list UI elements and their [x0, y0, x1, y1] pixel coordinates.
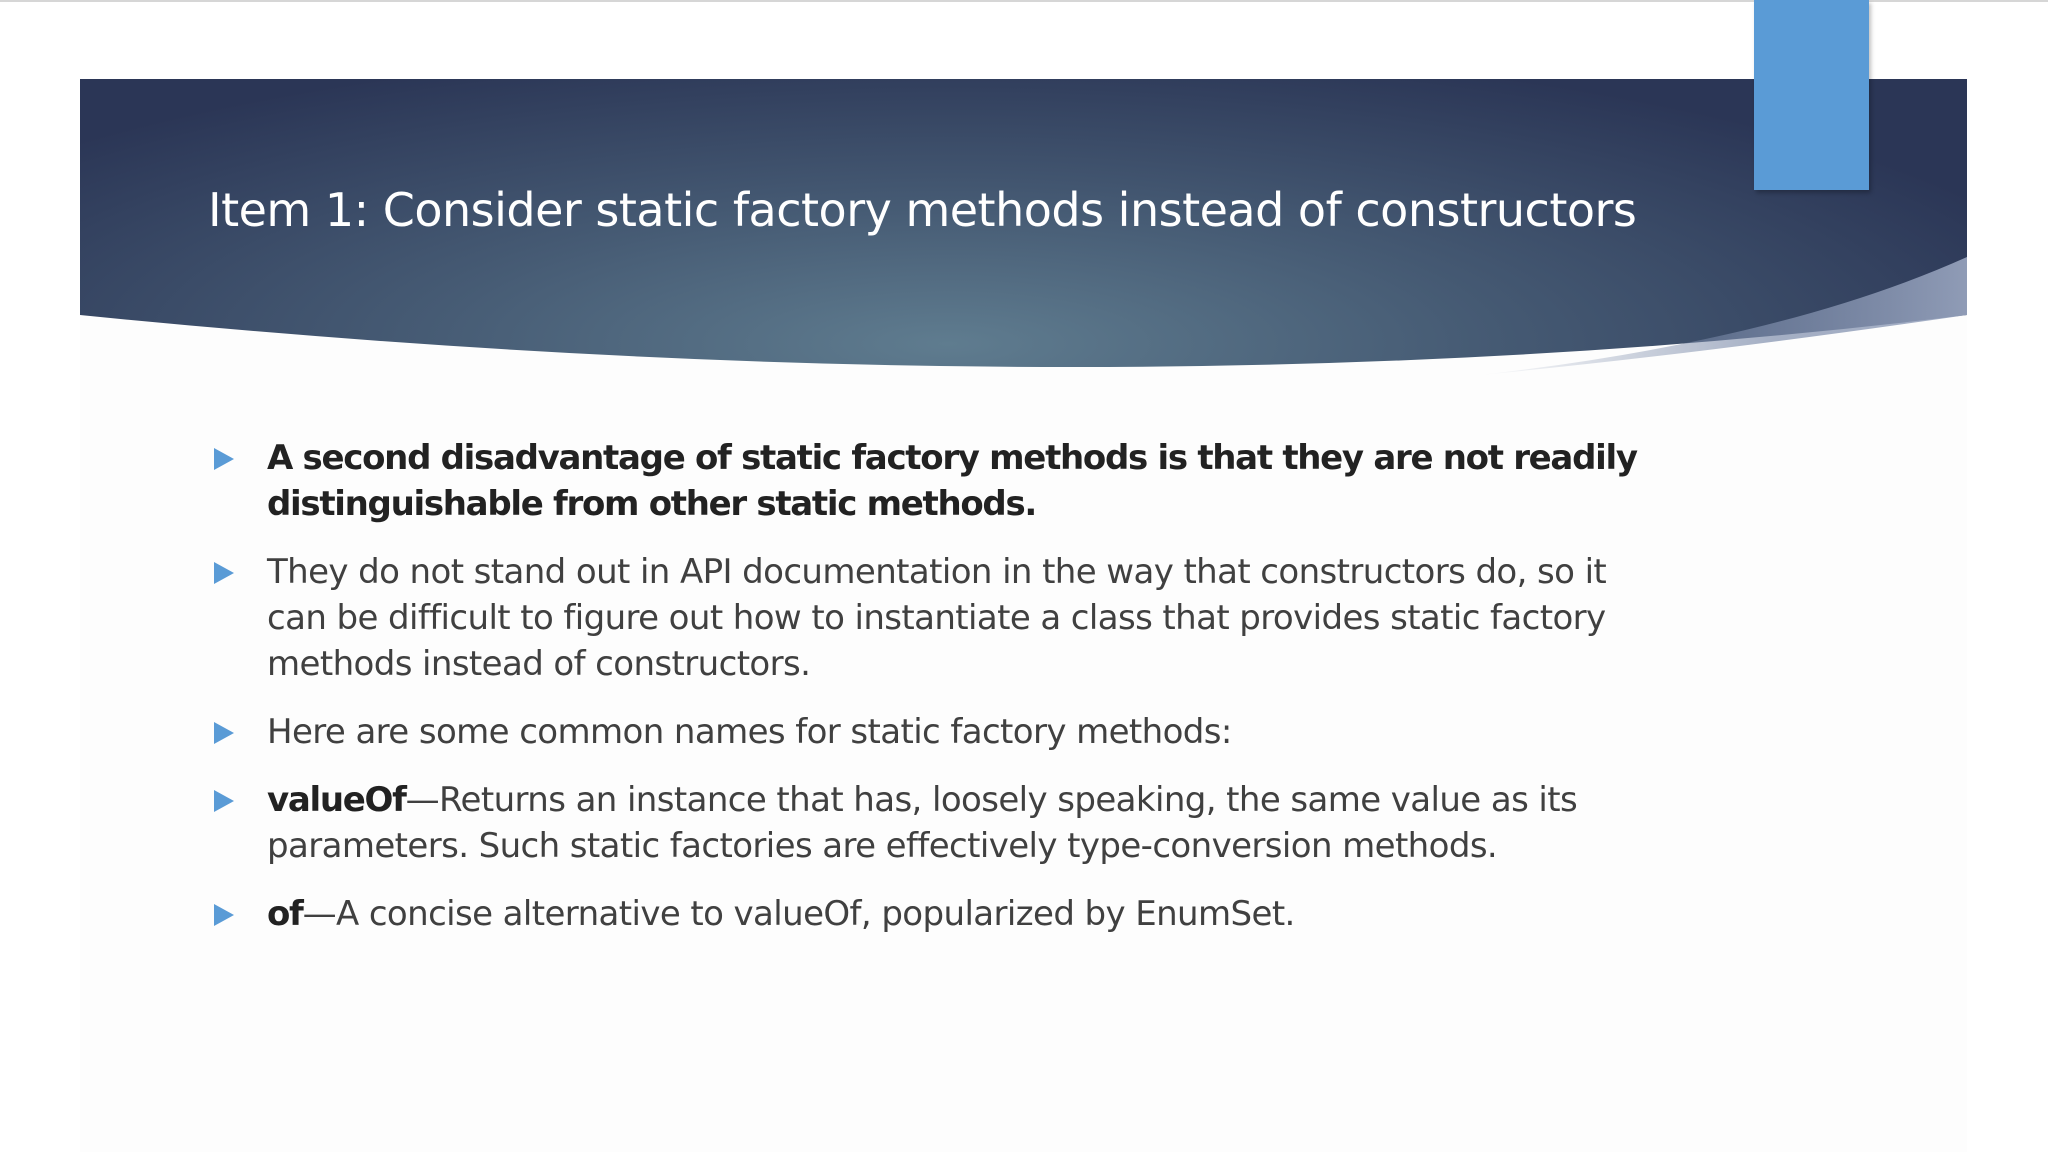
bullet-text: Here are some common names for static factory methods: — [267, 712, 1232, 752]
bullet-text: —A concise alternative to valueOf, popularized by EnumSet. — [302, 894, 1295, 934]
bullet-text: A second disadvantage of static factory methods is that they are not readily distinguishable from other static methods. — [267, 438, 1637, 524]
bullet-list — [208, 435, 1668, 959]
bullet-lead-term: of — [267, 894, 303, 934]
bullet-item — [208, 709, 1668, 755]
triangle-right-icon — [214, 448, 234, 470]
bullet-text: They do not stand out in API documentation in the way that constructors do, so it can be difficult to figure out how to instantiate a class that provides static factory methods instead of constructors. — [267, 552, 1607, 684]
bullet-item — [208, 549, 1668, 687]
bullet-text: —Returns an instance that has, loosely speaking, the same value as its parameters. Such static factories are effectively type-conversion methods. — [267, 780, 1578, 866]
bullet-lead-term: valueOf — [267, 780, 406, 820]
slide-title: Item 1: Consider static factory methods instead of constructors — [208, 183, 1637, 237]
triangle-right-icon — [214, 722, 234, 744]
bullet-item — [208, 435, 1668, 527]
bullet-item — [208, 891, 1668, 937]
triangle-right-icon — [214, 562, 234, 584]
triangle-right-icon — [214, 904, 234, 926]
bullet-item — [208, 777, 1668, 869]
triangle-right-icon — [214, 790, 234, 812]
accent-tab — [1754, 0, 1869, 190]
window-top-border — [0, 0, 2048, 2]
